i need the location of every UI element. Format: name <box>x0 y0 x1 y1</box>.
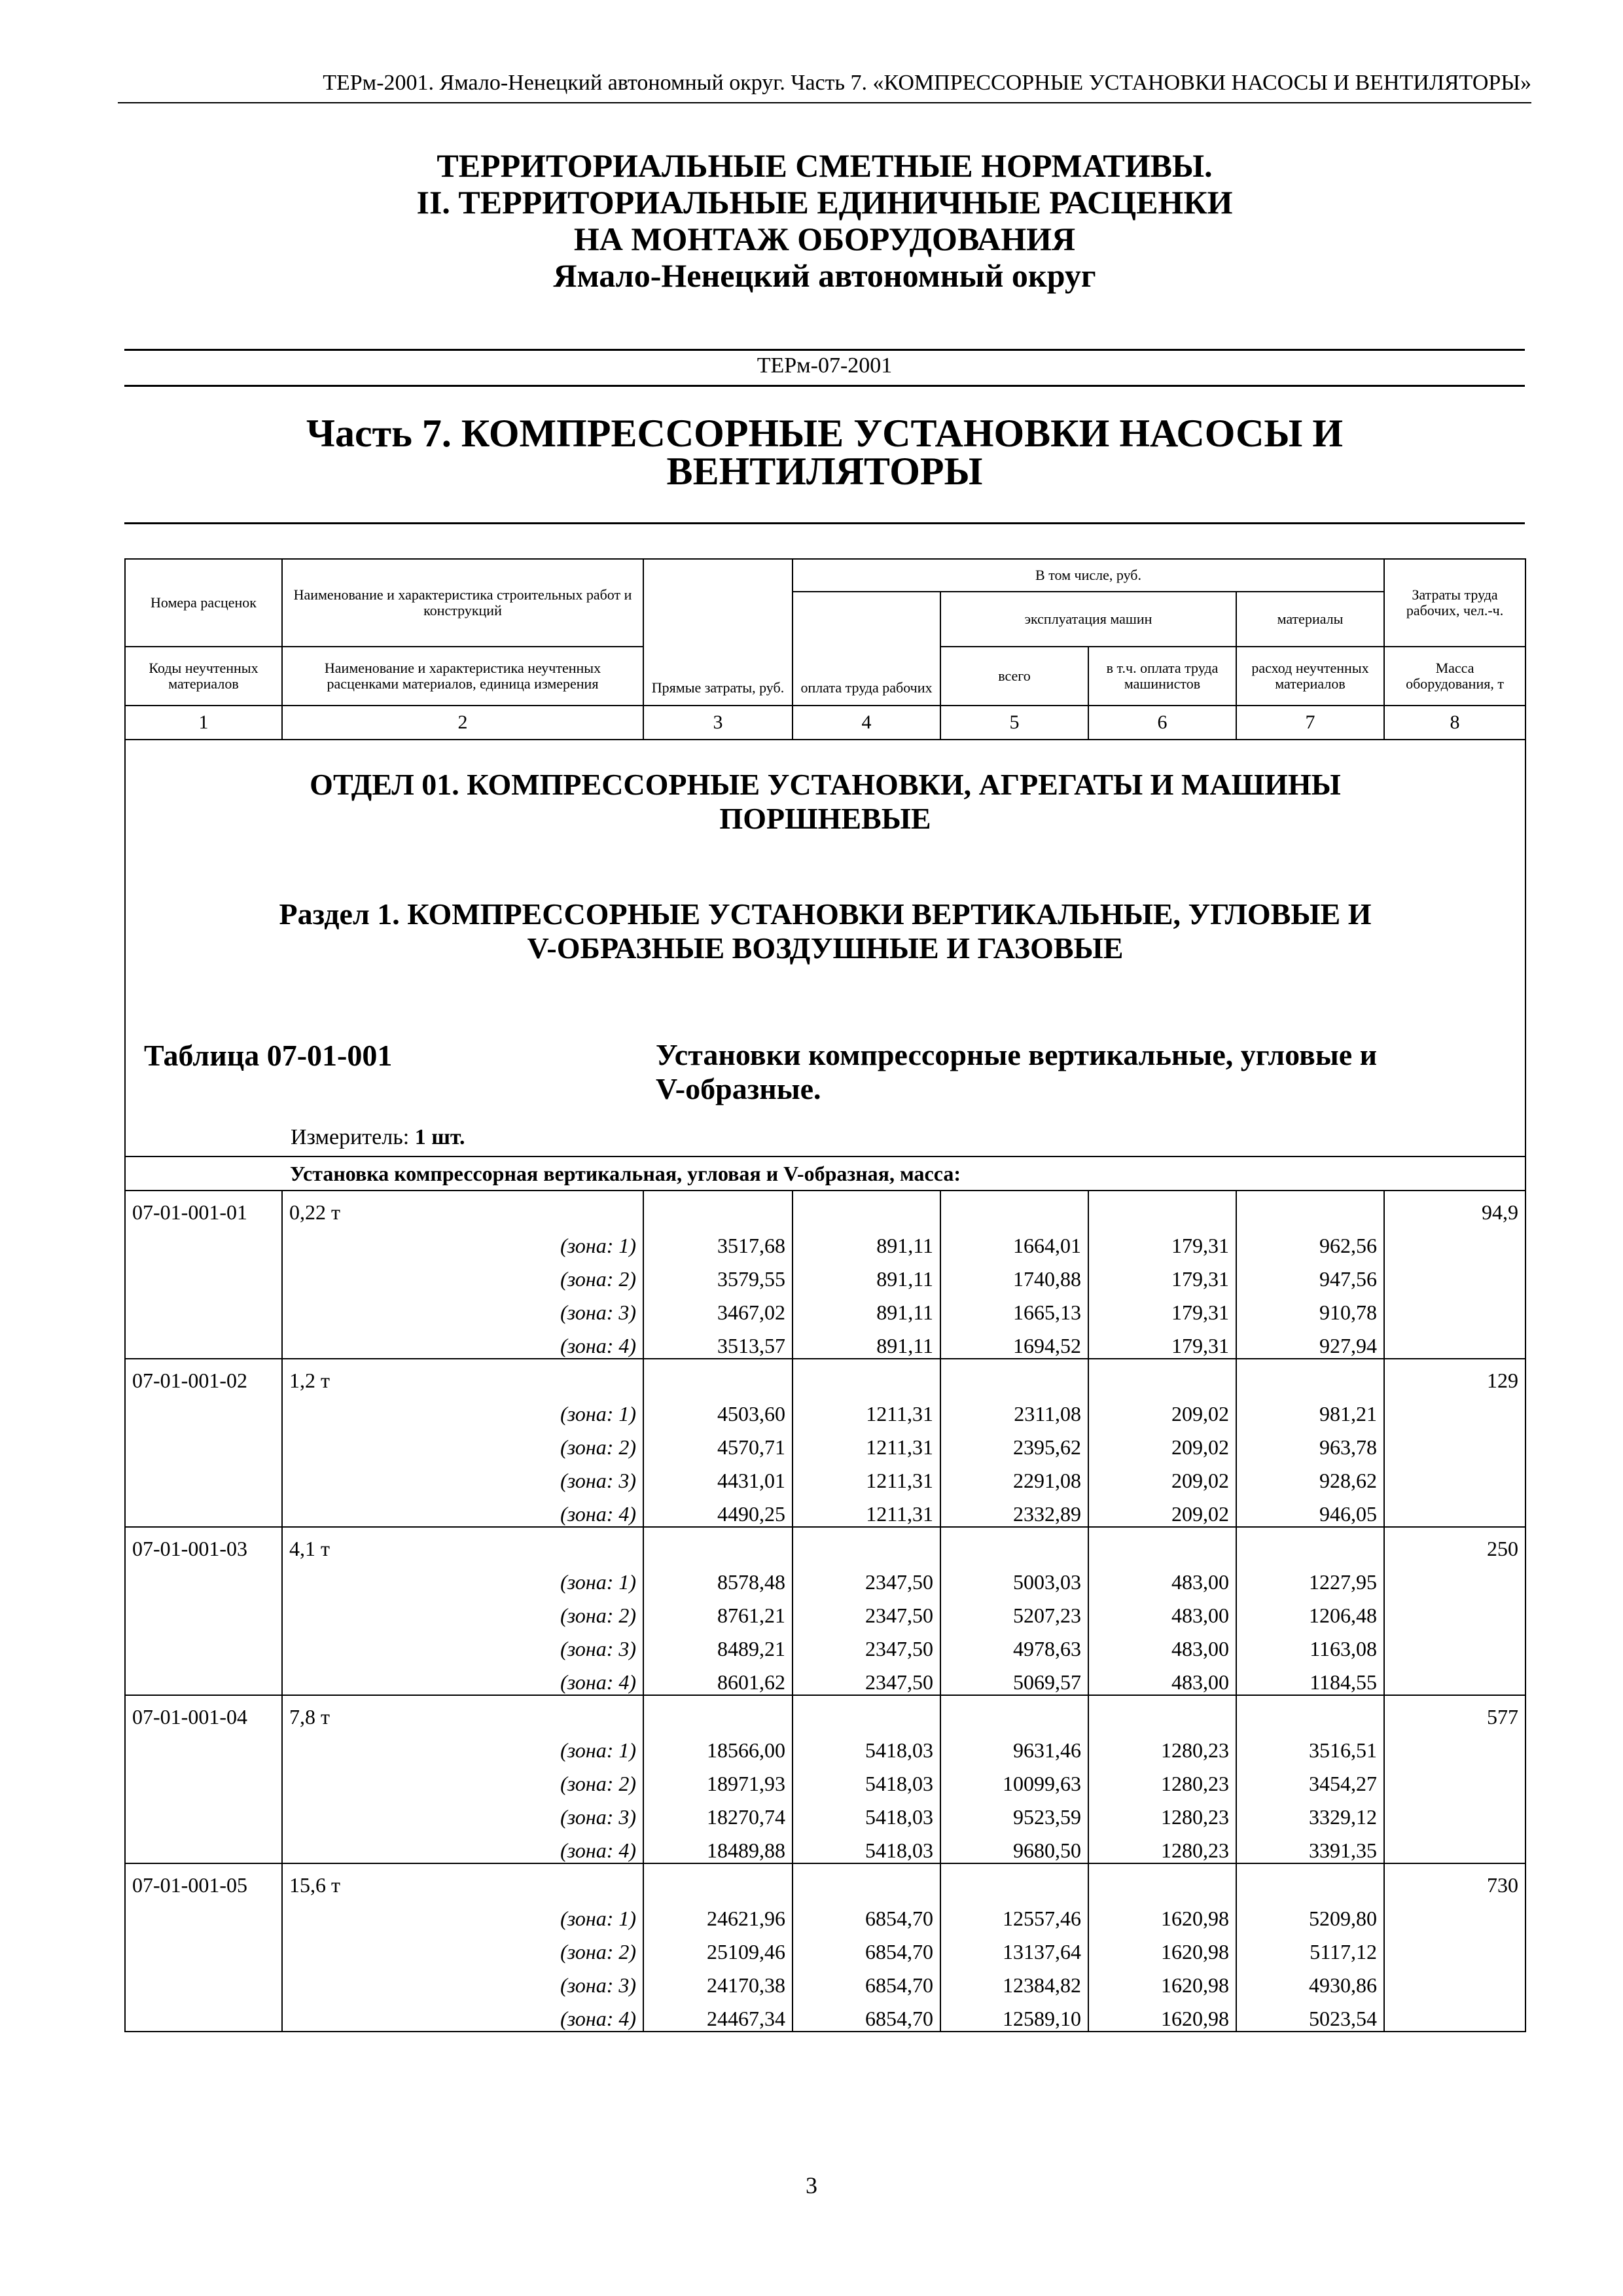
direct-costs: 4503,60 <box>643 1393 793 1426</box>
rate-row <box>125 1695 1525 1729</box>
materials-cost: 962,56 <box>1236 1225 1384 1258</box>
empty-cell <box>125 1829 282 1863</box>
direct-costs: 18489,88 <box>643 1829 793 1863</box>
zone-row <box>125 1763 1525 1796</box>
header-machines: эксплуатация машин <box>940 592 1236 647</box>
machinist-wages: 179,31 <box>1088 1225 1236 1258</box>
empty-cell <box>125 1998 282 2032</box>
zone-row <box>125 1225 1525 1258</box>
empty-cell <box>1236 1695 1384 1729</box>
document-code: ТЕРм-07-2001 <box>757 353 893 378</box>
worker-wages: 891,11 <box>793 1325 940 1359</box>
machinist-wages: 1280,23 <box>1088 1729 1236 1763</box>
column-number: 4 <box>793 706 940 740</box>
empty-cell <box>125 1426 282 1460</box>
section-heading <box>126 897 1525 965</box>
zone-label: (зона: 1) <box>282 1393 643 1426</box>
direct-costs: 24621,96 <box>643 1897 793 1931</box>
title-line: Ямало-Ненецкий автономный округ <box>553 257 1096 294</box>
empty-cell <box>125 1258 282 1291</box>
empty-cell <box>1236 1527 1384 1561</box>
materials-cost: 1227,95 <box>1236 1561 1384 1594</box>
materials-cost: 927,94 <box>1236 1325 1384 1359</box>
empty-cell <box>643 1695 793 1729</box>
empty-cell <box>125 1460 282 1493</box>
header-material-codes: Коды неучтенных материалов <box>125 647 282 706</box>
header-wages: оплата труда рабочих <box>793 592 940 706</box>
empty-cell <box>125 1393 282 1426</box>
table-title-line: Установки компрессорные вертикальные, угловые и <box>656 1038 1378 1071</box>
section-line: V-ОБРАЗНЫЕ ВОЗДУШНЫЕ И ГАЗОВЫЕ <box>527 931 1124 965</box>
part-title-line: ВЕНТИЛЯТОРЫ <box>666 450 983 493</box>
zone-label: (зона: 2) <box>282 1426 643 1460</box>
page-number: 3 <box>806 2172 817 2198</box>
empty-cell <box>1236 1359 1384 1393</box>
machinist-wages: 1620,98 <box>1088 1931 1236 1964</box>
rate-code: 07-01-001-02 <box>125 1359 282 1393</box>
empty-cell <box>125 1225 282 1258</box>
column-number: 5 <box>940 706 1088 740</box>
machinist-wages: 1620,98 <box>1088 1964 1236 1998</box>
empty-cell <box>125 1594 282 1628</box>
worker-wages: 2347,50 <box>793 1661 940 1695</box>
title-line: ТЕРРИТОРИАЛЬНЫЕ СМЕТНЫЕ НОРМАТИВЫ. <box>437 147 1213 184</box>
department-line: ОТДЕЛ 01. КОМПРЕССОРНЫЕ УСТАНОВКИ, АГРЕГАТЫ И МАШИНЫ <box>310 768 1341 801</box>
zone-row <box>125 1594 1525 1628</box>
empty-cell <box>1384 1325 1525 1359</box>
zone-row <box>125 1393 1525 1426</box>
empty-cell <box>1088 1695 1236 1729</box>
empty-cell <box>793 1191 940 1225</box>
column-number: 8 <box>1384 706 1525 740</box>
empty-cell <box>1236 1863 1384 1897</box>
worker-wages: 1211,31 <box>793 1393 940 1426</box>
rate-row <box>125 1527 1525 1561</box>
empty-cell <box>1088 1359 1236 1393</box>
empty-cell <box>940 1527 1088 1561</box>
direct-costs: 4490,25 <box>643 1493 793 1527</box>
empty-cell <box>1384 1763 1525 1796</box>
worker-wages: 6854,70 <box>793 1998 940 2032</box>
empty-cell <box>1088 1863 1236 1897</box>
zone-row <box>125 1258 1525 1291</box>
empty-cell <box>1384 1964 1525 1998</box>
zone-label: (зона: 3) <box>282 1964 643 1998</box>
empty-cell <box>1236 1191 1384 1225</box>
empty-cell <box>643 1359 793 1393</box>
empty-cell <box>1384 1661 1525 1695</box>
machines-total: 2332,89 <box>940 1493 1088 1527</box>
empty-cell <box>1384 1998 1525 2032</box>
title-line: II. ТЕРРИТОРИАЛЬНЫЕ ЕДИНИЧНЫЕ РАСЦЕНКИ <box>416 184 1233 221</box>
rate-name: 1,2 т <box>282 1359 643 1393</box>
zone-row <box>125 1796 1525 1829</box>
rate-name: 4,1 т <box>282 1527 643 1561</box>
zone-label: (зона: 3) <box>282 1628 643 1661</box>
empty-cell <box>1384 1729 1525 1763</box>
empty-cell <box>125 1561 282 1594</box>
machines-total: 1664,01 <box>940 1225 1088 1258</box>
machines-total: 1665,13 <box>940 1291 1088 1325</box>
materials-cost: 1206,48 <box>1236 1594 1384 1628</box>
empty-cell <box>643 1527 793 1561</box>
zone-label: (зона: 3) <box>282 1291 643 1325</box>
zone-row <box>125 1291 1525 1325</box>
rates-table <box>124 558 1526 2032</box>
worker-wages: 5418,03 <box>793 1729 940 1763</box>
materials-cost: 947,56 <box>1236 1258 1384 1291</box>
rate-code: 07-01-001-03 <box>125 1527 282 1561</box>
empty-cell <box>793 1863 940 1897</box>
header-equipment-mass: Масса оборудования, т <box>1384 647 1525 706</box>
materials-cost: 981,21 <box>1236 1393 1384 1426</box>
machines-total: 2395,62 <box>940 1426 1088 1460</box>
worker-wages: 891,11 <box>793 1291 940 1325</box>
header-labor-costs: Затраты труда рабочих, чел.-ч. <box>1384 559 1525 647</box>
rate-name: 0,22 т <box>282 1191 643 1225</box>
zone-row <box>125 1897 1525 1931</box>
materials-cost: 963,78 <box>1236 1426 1384 1460</box>
zone-label: (зона: 1) <box>282 1729 643 1763</box>
empty-cell <box>1384 1628 1525 1661</box>
empty-cell <box>1384 1829 1525 1863</box>
empty-cell <box>125 1763 282 1796</box>
materials-cost: 928,62 <box>1236 1460 1384 1493</box>
machinist-wages: 483,00 <box>1088 1594 1236 1628</box>
zone-label: (зона: 1) <box>282 1225 643 1258</box>
machines-total: 5207,23 <box>940 1594 1088 1628</box>
machinist-wages: 209,02 <box>1088 1426 1236 1460</box>
machines-total: 12557,46 <box>940 1897 1088 1931</box>
worker-wages: 2347,50 <box>793 1628 940 1661</box>
machinist-wages: 1280,23 <box>1088 1829 1236 1863</box>
direct-costs: 8578,48 <box>643 1561 793 1594</box>
machines-total: 13137,64 <box>940 1931 1088 1964</box>
header-material-names: Наименование и характеристика неучтенных расценками материалов, единица измерения <box>282 647 643 706</box>
measure-unit <box>291 1125 465 1150</box>
running-header: ТЕРм-2001. Ямало-Ненецкий автономный округ. Часть 7. «КОМПРЕССОРНЫЕ УСТАНОВКИ НАСОСЫ И ВЕНТИЛЯТОРЫ» <box>323 71 1531 95</box>
table-title <box>656 1038 1500 1106</box>
zone-row <box>125 1628 1525 1661</box>
header-unaccounted-materials: расход неучтенных материалов <box>1236 647 1384 706</box>
department-heading <box>126 768 1525 836</box>
empty-cell <box>793 1527 940 1561</box>
labor-cost: 250 <box>1384 1527 1525 1561</box>
worker-wages: 891,11 <box>793 1258 940 1291</box>
header-including: В том числе, руб. <box>793 559 1384 592</box>
machinist-wages: 209,02 <box>1088 1460 1236 1493</box>
direct-costs: 3513,57 <box>643 1325 793 1359</box>
worker-wages: 891,11 <box>793 1225 940 1258</box>
zone-label: (зона: 3) <box>282 1796 643 1829</box>
measure-value: 1 шт. <box>414 1125 465 1149</box>
machines-total: 5003,03 <box>940 1561 1088 1594</box>
install-heading: Установка компрессорная вертикальная, угловая и V-образная, масса: <box>282 1157 1525 1191</box>
part-title-rule <box>124 522 1525 524</box>
materials-cost: 1163,08 <box>1236 1628 1384 1661</box>
empty-cell <box>1384 1426 1525 1460</box>
machinist-wages: 1620,98 <box>1088 1998 1236 2032</box>
labor-cost: 129 <box>1384 1359 1525 1393</box>
part-title <box>124 412 1525 493</box>
empty-cell <box>1384 1460 1525 1493</box>
install-spacer <box>125 1157 282 1191</box>
rate-code: 07-01-001-01 <box>125 1191 282 1225</box>
materials-cost: 3516,51 <box>1236 1729 1384 1763</box>
empty-cell <box>1384 1796 1525 1829</box>
machinist-wages: 179,31 <box>1088 1325 1236 1359</box>
machinist-wages: 1620,98 <box>1088 1897 1236 1931</box>
section-line: Раздел 1. КОМПРЕССОРНЫЕ УСТАНОВКИ ВЕРТИКАЛЬНЫЕ, УГЛОВЫЕ И <box>279 897 1372 931</box>
rate-name: 15,6 т <box>282 1863 643 1897</box>
worker-wages: 1211,31 <box>793 1493 940 1527</box>
document-title <box>118 147 1531 294</box>
rate-name: 7,8 т <box>282 1695 643 1729</box>
measure-label: Измеритель: <box>291 1125 415 1149</box>
zone-label: (зона: 3) <box>282 1460 643 1493</box>
zone-label: (зона: 1) <box>282 1897 643 1931</box>
empty-cell <box>1384 1561 1525 1594</box>
column-number: 1 <box>125 706 282 740</box>
zone-label: (зона: 4) <box>282 1325 643 1359</box>
worker-wages: 2347,50 <box>793 1594 940 1628</box>
direct-costs: 8489,21 <box>643 1628 793 1661</box>
materials-cost: 4930,86 <box>1236 1964 1384 1998</box>
machinist-wages: 483,00 <box>1088 1561 1236 1594</box>
empty-cell <box>643 1191 793 1225</box>
zone-row <box>125 1460 1525 1493</box>
worker-wages: 2347,50 <box>793 1561 940 1594</box>
zone-label: (зона: 4) <box>282 1998 643 2032</box>
zone-row <box>125 1561 1525 1594</box>
empty-cell <box>1384 1493 1525 1527</box>
machinist-wages: 1280,23 <box>1088 1763 1236 1796</box>
empty-cell <box>1384 1291 1525 1325</box>
empty-cell <box>125 1729 282 1763</box>
section-block <box>125 740 1525 1157</box>
machines-total: 10099,63 <box>940 1763 1088 1796</box>
rate-row <box>125 1359 1525 1393</box>
zone-label: (зона: 2) <box>282 1931 643 1964</box>
header-rule <box>118 102 1531 103</box>
labor-cost: 577 <box>1384 1695 1525 1729</box>
header-machinist-wages: в т.ч. оплата труда машинистов <box>1088 647 1236 706</box>
rate-code: 07-01-001-05 <box>125 1863 282 1897</box>
zone-row <box>125 1931 1525 1964</box>
materials-cost: 3391,35 <box>1236 1829 1384 1863</box>
zone-label: (зона: 1) <box>282 1561 643 1594</box>
code-rule-bottom <box>124 385 1525 387</box>
empty-cell <box>1088 1191 1236 1225</box>
machines-total: 9631,46 <box>940 1729 1088 1763</box>
rate-code: 07-01-001-04 <box>125 1695 282 1729</box>
machines-total: 12384,82 <box>940 1964 1088 1998</box>
worker-wages: 1211,31 <box>793 1460 940 1493</box>
empty-cell <box>125 1796 282 1829</box>
zone-label: (зона: 2) <box>282 1763 643 1796</box>
worker-wages: 5418,03 <box>793 1796 940 1829</box>
code-rule-top <box>124 349 1525 351</box>
empty-cell <box>125 1628 282 1661</box>
direct-costs: 18270,74 <box>643 1796 793 1829</box>
rate-row <box>125 1863 1525 1897</box>
materials-cost: 3329,12 <box>1236 1796 1384 1829</box>
header-work-name: Наименование и характеристика строительных работ и конструкций <box>282 559 643 647</box>
direct-costs: 25109,46 <box>643 1931 793 1964</box>
zone-row <box>125 1964 1525 1998</box>
materials-cost: 5209,80 <box>1236 1897 1384 1931</box>
machines-total: 2291,08 <box>940 1460 1088 1493</box>
empty-cell <box>125 1661 282 1695</box>
direct-costs: 18971,93 <box>643 1763 793 1796</box>
column-number: 3 <box>643 706 793 740</box>
machines-total: 12589,10 <box>940 1998 1088 2032</box>
column-number: 6 <box>1088 706 1236 740</box>
machines-total: 9523,59 <box>940 1796 1088 1829</box>
machinist-wages: 209,02 <box>1088 1393 1236 1426</box>
zone-row <box>125 1325 1525 1359</box>
machinist-wages: 179,31 <box>1088 1291 1236 1325</box>
table-title-line: V-образные. <box>656 1072 821 1105</box>
materials-cost: 5117,12 <box>1236 1931 1384 1964</box>
direct-costs: 8601,62 <box>643 1661 793 1695</box>
materials-cost: 3454,27 <box>1236 1763 1384 1796</box>
empty-cell <box>793 1359 940 1393</box>
direct-costs: 24467,34 <box>643 1998 793 2032</box>
empty-cell <box>125 1897 282 1931</box>
header-materials: материалы <box>1236 592 1384 647</box>
direct-costs: 3579,55 <box>643 1258 793 1291</box>
empty-cell <box>125 1493 282 1527</box>
empty-cell <box>125 1291 282 1325</box>
worker-wages: 6854,70 <box>793 1931 940 1964</box>
worker-wages: 6854,70 <box>793 1964 940 1998</box>
materials-cost: 910,78 <box>1236 1291 1384 1325</box>
zone-label: (зона: 4) <box>282 1661 643 1695</box>
zone-row <box>125 1426 1525 1460</box>
machinist-wages: 179,31 <box>1088 1258 1236 1291</box>
part-title-line: Часть 7. КОМПРЕССОРНЫЕ УСТАНОВКИ НАСОСЫ И <box>306 412 1344 455</box>
direct-costs: 8761,21 <box>643 1594 793 1628</box>
zone-label: (зона: 4) <box>282 1493 643 1527</box>
empty-cell <box>940 1359 1088 1393</box>
empty-cell <box>793 1695 940 1729</box>
column-number: 7 <box>1236 706 1384 740</box>
machinist-wages: 1280,23 <box>1088 1796 1236 1829</box>
empty-cell <box>940 1695 1088 1729</box>
header-rate-numbers: Номера расценок <box>125 559 282 647</box>
materials-cost: 5023,54 <box>1236 1998 1384 2032</box>
machines-total: 1694,52 <box>940 1325 1088 1359</box>
worker-wages: 5418,03 <box>793 1829 940 1863</box>
machines-total: 2311,08 <box>940 1393 1088 1426</box>
empty-cell <box>1384 1594 1525 1628</box>
empty-cell <box>125 1964 282 1998</box>
zone-row <box>125 1729 1525 1763</box>
column-number: 2 <box>282 706 643 740</box>
empty-cell <box>125 1325 282 1359</box>
machines-total: 4978,63 <box>940 1628 1088 1661</box>
empty-cell <box>1384 1225 1525 1258</box>
worker-wages: 6854,70 <box>793 1897 940 1931</box>
machines-total: 9680,50 <box>940 1829 1088 1863</box>
table-label: Таблица 07-01-001 <box>144 1039 393 1072</box>
direct-costs: 3467,02 <box>643 1291 793 1325</box>
header-machines-total: всего <box>940 647 1088 706</box>
department-line: ПОРШНЕВЫЕ <box>719 802 931 835</box>
zone-label: (зона: 2) <box>282 1594 643 1628</box>
zone-row <box>125 1829 1525 1863</box>
empty-cell <box>1384 1258 1525 1291</box>
empty-cell <box>1384 1393 1525 1426</box>
worker-wages: 5418,03 <box>793 1763 940 1796</box>
zone-label: (зона: 4) <box>282 1829 643 1863</box>
direct-costs: 3517,68 <box>643 1225 793 1258</box>
empty-cell <box>940 1191 1088 1225</box>
machinist-wages: 209,02 <box>1088 1493 1236 1527</box>
direct-costs: 4570,71 <box>643 1426 793 1460</box>
materials-cost: 946,05 <box>1236 1493 1384 1527</box>
zone-row <box>125 1493 1525 1527</box>
machines-total: 5069,57 <box>940 1661 1088 1695</box>
empty-cell <box>125 1931 282 1964</box>
zone-label: (зона: 2) <box>282 1258 643 1291</box>
worker-wages: 1211,31 <box>793 1426 940 1460</box>
materials-cost: 1184,55 <box>1236 1661 1384 1695</box>
labor-cost: 94,9 <box>1384 1191 1525 1225</box>
header-direct-costs: Прямые затраты, руб. <box>643 559 793 706</box>
empty-cell <box>643 1863 793 1897</box>
empty-cell <box>1384 1931 1525 1964</box>
machines-total: 1740,88 <box>940 1258 1088 1291</box>
empty-cell <box>940 1863 1088 1897</box>
direct-costs: 18566,00 <box>643 1729 793 1763</box>
zone-row <box>125 1998 1525 2032</box>
machinist-wages: 483,00 <box>1088 1628 1236 1661</box>
machinist-wages: 483,00 <box>1088 1661 1236 1695</box>
empty-cell <box>1088 1527 1236 1561</box>
title-line: НА МОНТАЖ ОБОРУДОВАНИЯ <box>573 221 1076 257</box>
zone-row <box>125 1661 1525 1695</box>
empty-cell <box>1384 1897 1525 1931</box>
labor-cost: 730 <box>1384 1863 1525 1897</box>
direct-costs: 24170,38 <box>643 1964 793 1998</box>
direct-costs: 4431,01 <box>643 1460 793 1493</box>
rate-row <box>125 1191 1525 1225</box>
